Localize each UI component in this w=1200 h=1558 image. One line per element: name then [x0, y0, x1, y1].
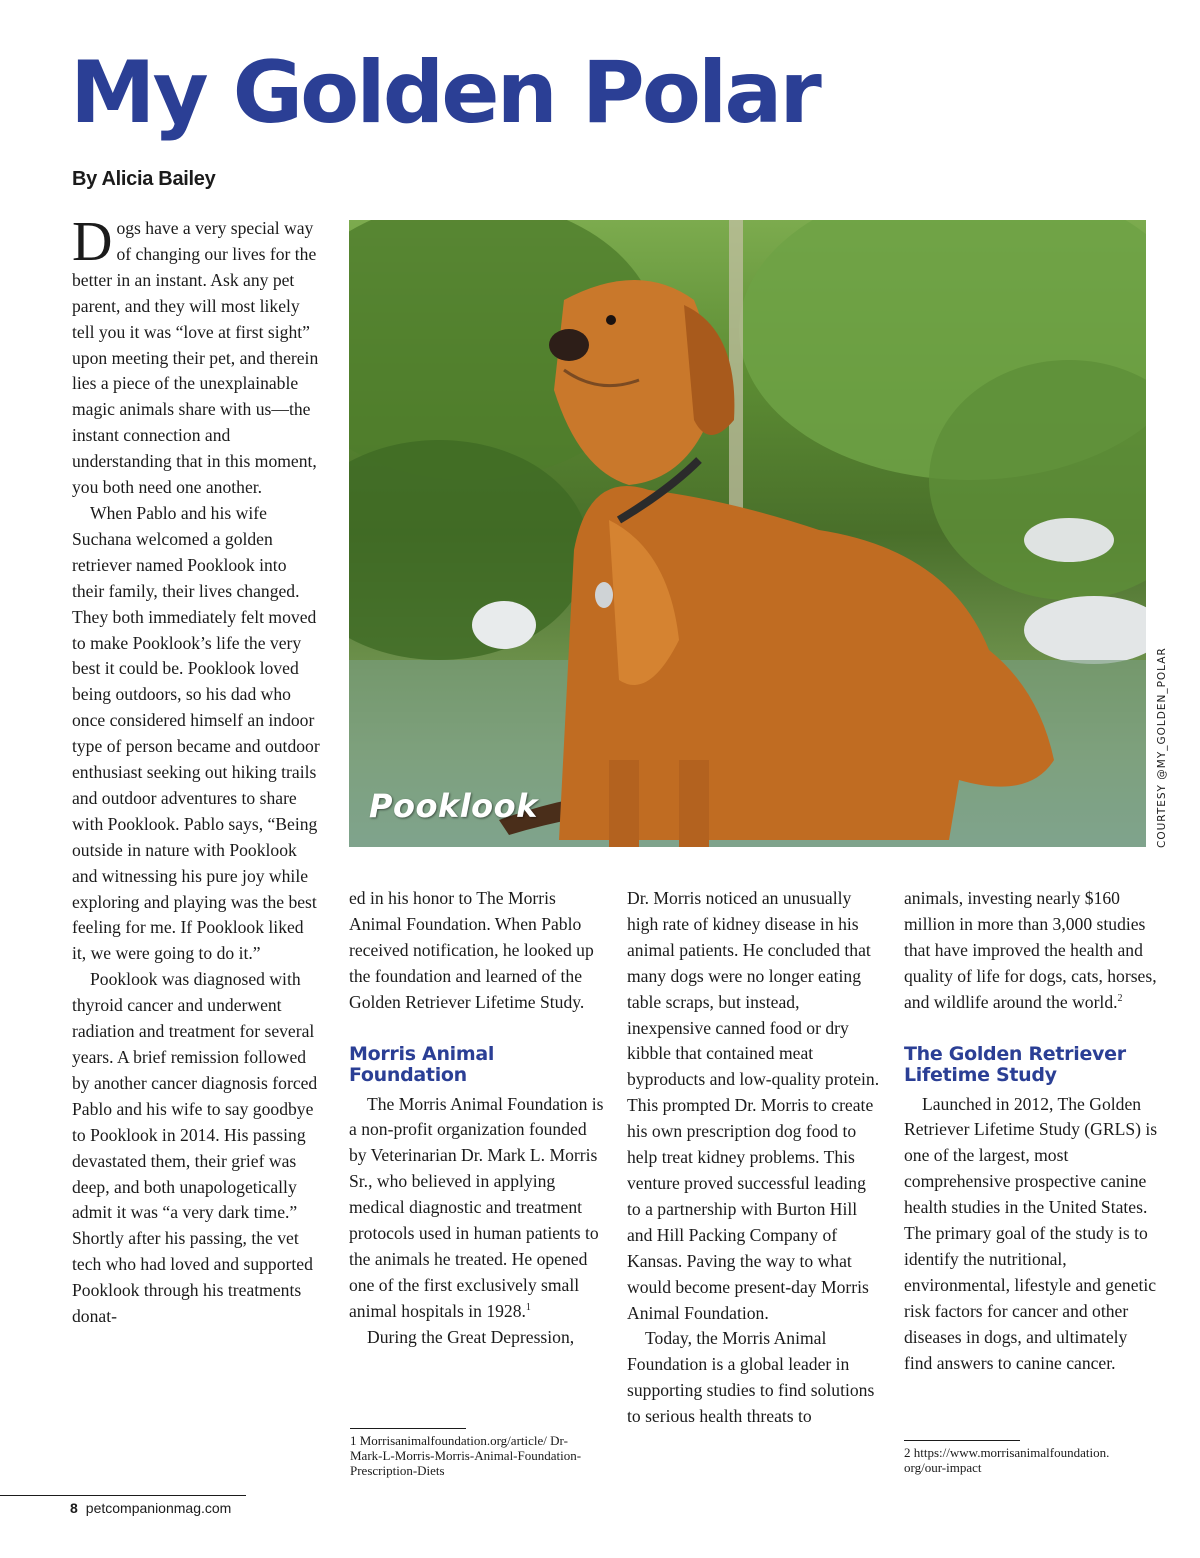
page-footer — [70, 1500, 231, 1516]
footnote-ref: 2 — [1117, 992, 1123, 1004]
footnote-text: 2 https://www.morrisanimalfoundation. org/our-impact — [904, 1445, 1110, 1475]
dog-photo — [349, 220, 1146, 847]
paragraph: Dr. Morris noticed an unusually high rate of kidney disease in his animal patients. He concluded that many dogs were no longer eating table scraps, but instead, inexpensive canned food or dry kibble that contained meat byproducts and low-quality protein. This prompted Dr. Morris to create his own prescription dog food to help treat kidney problems. This venture proved successful leading to a partnership with Burton Hill and Hill Packing Company of Kansas. Paving the way to what would become present-day Morris Animal Foundation. — [627, 888, 880, 1323]
paragraph: Launched in 2012, The Golden Retriever Lifetime Study (GRLS) is one of the largest, most comprehensive prospective canine health studies in the United States. The primary goal of the study is to identify the nutritional, environmental, lifestyle and genetic risk factors for cancer and other diseases in dogs, and ultimately find answers to canine cancer. — [904, 1093, 1158, 1373]
page-number: 8 — [70, 1500, 78, 1516]
paragraph: During the Great Depression, — [367, 1326, 575, 1347]
footnote-ref: 1 — [525, 1301, 531, 1313]
site-url: petcompanionmag.com — [85, 1500, 232, 1516]
footer-rule — [0, 1495, 246, 1496]
photo-credit: COURTESY @MY_GOLDEN_POLAR — [1156, 647, 1168, 848]
article-title: My Golden Polar — [70, 43, 819, 143]
byline: By Alicia Bailey — [72, 168, 216, 190]
footnote-text: 1 Morrisanimalfoundation.org/article/ Dr-Mark-L-Morris-Morris-Animal-Foundation-Prescription-Diets — [350, 1433, 582, 1478]
paragraph: Today, the Morris Animal Foundation is a global leader in supporting studies to find solutions to serious health threats to — [627, 1328, 875, 1427]
text-column-4 — [904, 886, 1159, 1377]
text-column-3 — [627, 886, 882, 1430]
text-column-1 — [72, 211, 320, 1330]
text-column-2 — [349, 886, 604, 1351]
paragraph: animals, investing nearly $160 million in more than 3,000 studies that have improved the health and quality of life for dogs, cats, horses, and wildlife around the world.$^2$ — [904, 888, 1157, 1012]
paragraph: When Pablo and his wife Suchana welcomed a golden retriever named Pooklook into their family, their lives changed. They both immediately felt moved to make Pooklook’s life the very best it could be. Pooklook loved being outdoors, so his dad who once considered himself an indoor type of person became and outdoor enthusiast seeking out hiking trails and outdoor adventures to share with Pooklook. Pablo says, “Being outside in nature with Pooklook and witnessing his pure joy while exploring and playing was the best feeling for me. If Pooklook liked it, we were going to do it.” — [72, 502, 320, 964]
section-heading: The Golden Retriever Lifetime Study — [904, 1042, 1126, 1086]
paragraph: The Morris Animal Foundation is a non-profit organization founded by Veterinarian Dr. Mark L. Morris Sr., who believed in applying medical diagnostic and treatment protocols used in human patients to the animals he treated. He opened one of the first exclusively small animal hospitals in 1928.$^1$ — [349, 1093, 604, 1321]
footnote-rule — [350, 1428, 466, 1429]
footnote-1 — [350, 1428, 595, 1478]
footnote-2 — [904, 1440, 1149, 1475]
drop-cap: D — [72, 211, 113, 273]
paragraph: Pooklook was diagnosed with thyroid cancer and underwent radiation and treatment for several years. A brief remission followed by another cancer diagnosis forced Pablo and his wife to say goodbye to Pooklook in 2014. His passing devastated them, their grief was deep, and both unapologetically admit it was “a very dark time.” Shortly after his passing, the vet tech who had loved and supported Pooklook through his treatments donat- — [72, 969, 318, 1327]
paragraph: ed in his honor to The Morris Animal Foundation. When Pablo received notification, he looked up the foundation and learned of the Golden Retriever Lifetime Study. — [349, 888, 594, 1012]
golden-retriever-illustration — [349, 220, 1146, 847]
paragraph: Dogs have a very special way of changing our lives for the better in an instant. Ask any pet parent, and they will most likely tell you it was “love at first sight” upon meeting their pet, and therein lies a piece of the unexplainable magic animals share with us—the instant connection and understanding that in this moment, you both need one another. — [72, 211, 319, 498]
section-heading: Morris Animal Foundation — [349, 1042, 495, 1086]
footnote-rule — [904, 1440, 1020, 1441]
photo-caption: Pooklook — [369, 787, 538, 825]
